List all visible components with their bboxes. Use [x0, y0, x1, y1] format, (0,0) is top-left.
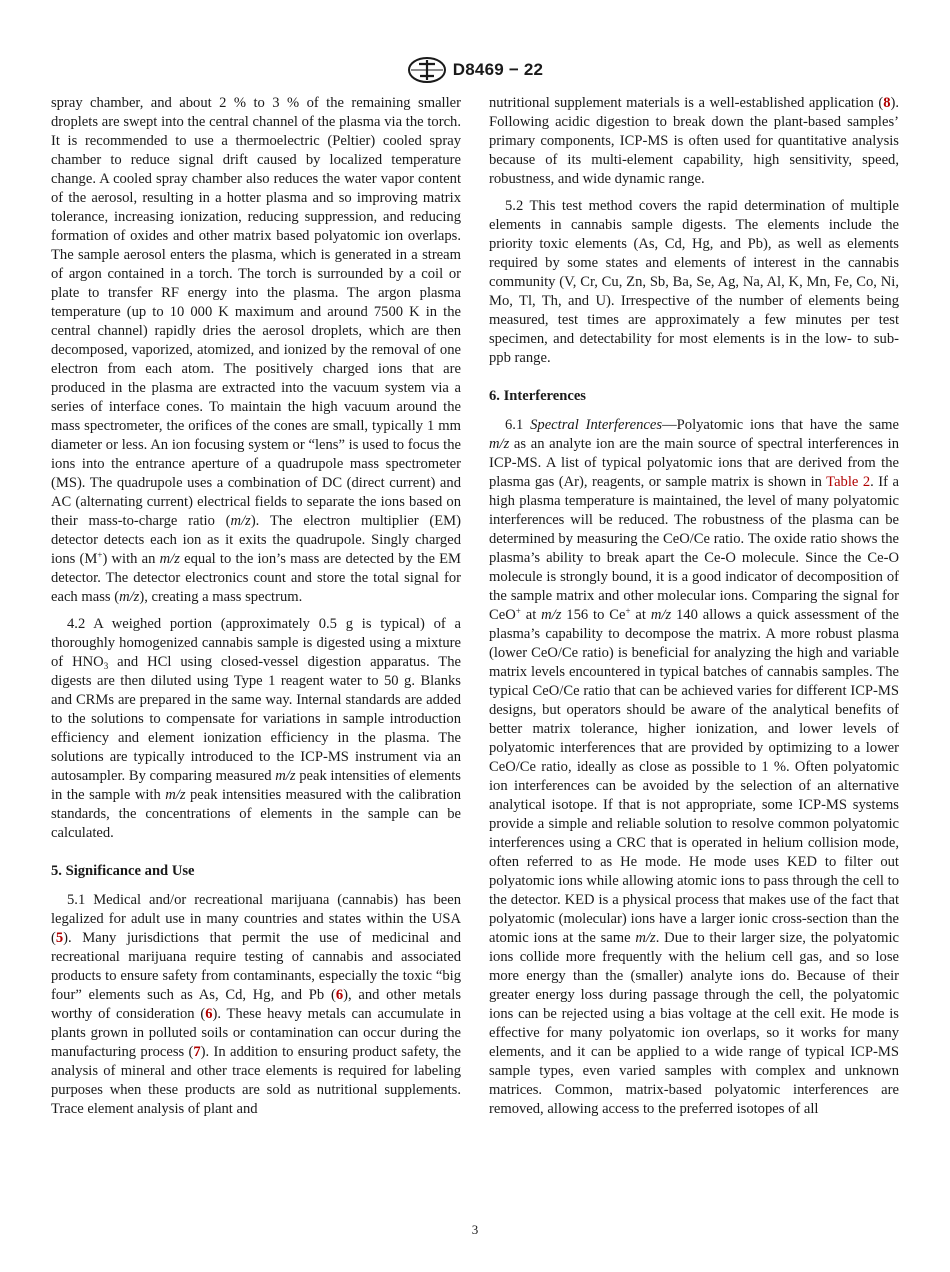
paragraph-4-2: 4.2 A weighed portion (approximately 0.5 g is typical) of a thoroughly homogenized cannabis sample is digested using a mixture of $HNO_3$ and HCl using closed-vessel digestion apparatus. The digests are then diluted using Type 1 reagent water to 50 g. Blanks and CRMs are prepared in the same way. Internal standards are added to the solutions to compensate for variations in sample introduction efficiency and element ionization efficiency in the plasma. The solutions are typically introduced to the ICP-MS instrument via an autosampler. By comparing measured m/z peak intensities of elements in the sample with m/z peak intensities measured with the calibration standards, the concentrations of elements in the sample can be calculated.: [51, 616, 461, 841]
right-column: [489, 94, 899, 1119]
section-heading-5: 5. Significance and Use: [51, 863, 195, 879]
paragraph-5-2: 5.2 This test method covers the rapid determination of multiple elements in cannabis sample digests. The elements include the priority toxic elements (As, Cd, Hg, and Pb), as well as elements required by some states and elements of interest in the cannabis community (V, Cr, Cu, Zn, Sb, Ba, Se, Ag, Na, Al, K, Mn, Fe, Co, Ni, Mo, Tl, Th, and U). Irrespective of the number of elements being measured, test times are approximately a few minutes per test specimen, and detectability for most elements is in the low- to sub-ppb range.: [489, 198, 899, 366]
page-number: 3: [471, 1222, 479, 1237]
reference-link-6b[interactable]: 6: [205, 1006, 213, 1022]
table-2-link[interactable]: Table 2: [826, 474, 871, 490]
paragraph-5-1-continued: nutritional supplement materials is a well-established application (8). Following acidic digestion to break down the plant-based samples’ primary components, ICP-MS is often used for quantitative analysis because of its multi-element capability, high sensitivity, speed, robustness, and wide dynamic range.: [489, 95, 899, 187]
reference-link-8[interactable]: 8: [883, 95, 891, 111]
astm-logo-icon: [407, 56, 447, 84]
paragraph-6-1: 6.1 Spectral Interferences—Polyatomic ions that have the same m/z as an analyte ion are the main source of spectral interferences in ICP-MS. A list of typical polyatomic ions that are derived from the plasma gas (Ar), reagents, or sample matrix is shown in Table 2. If a high plasma temperature is maintained, the level of many polyatomic interferences will be reduced. The robustness of the plasma can be determined by measuring the CeO/Ce ratio. The oxide ratio shows the plasma’s ability to break apart the Ce-O molecule. Since the Ce-O molecule is strongly bound, it is a good indicator of decomposition of the sample matrix and other molecular ions. Comparing the signal for CeO+ at m/z 156 to Ce+ at m/z 140 allows a quick assessment of the plasma’s capability to decompose the matrix. A more robust plasma (lower CeO/Ce ratio) is beneficial for analyzing the high and variable matrix levels encountered in typical batches of cannabis samples. The typical CeO/Ce ratio that can be achieved varies for different ICP-MS designs, but operators should be aware of the analytical benefits of better matrix tolerance, higher ionization, and lower levels of polyatomic interferences that are provided by optimizing to a lower CeO/Ce ratio, ideally as close as possible to 1 %. Often polyatomic ion interferences can be avoided by the selection of an alternative analytical isotope. If that is not appropriate, some ICP-MS systems provide a simple and reliable solution to resolve common polyatomic interferences using a CRC that is operated in helium collision mode, often referred to as He mode. He mode uses KED to filter out polyatomic ions while allowing atomic ions to pass through the cell to the detector. KED is a physical process that makes use of the fact that polyatomic (molecular) ions have a larger ionic cross-section than the atomic ions at the same m/z. Due to their larger size, the polyatomic ions collide more frequently with the helium cell gas, and so lose more energy than the (smaller) analyte ions do. Because of their greater energy loss during passage through the cell, the polyatomic ions can be rejected using a bias voltage at the cell exit. He mode is effective for many polyatomic ion overlaps, so it works for many elements, and it can be applied to a wide range of typical ICP-MS sample types, even varied samples with complex and unknown matrices. Common, matrix-based polyatomic interferences are removed, allowing access to the preferred isotopes of all: [489, 417, 900, 1117]
standard-designation: D8469 − 22: [452, 60, 544, 79]
page-header: [0, 56, 950, 84]
reference-link-7[interactable]: 7: [193, 1044, 201, 1060]
left-column: [51, 94, 461, 1119]
reference-link-6[interactable]: 6: [335, 987, 344, 1003]
section-heading-6: 6. Interferences: [489, 388, 586, 404]
paragraph-5-1: 5.1 Medical and/or recreational marijuana (cannabis) has been legalized for adult use in many countries and states within the USA (5). Many jurisdictions that permit the use of medicinal and recreational marijuana require testing of cannabis and associated products to ensure safety from contaminants, especially the toxic “big four” elements such as As, Cd, Hg, and Pb (6), and other metals worthy of consideration (6). These heavy metals can accumulate in plants grown in polluted soils or contamination can occur during the manufacturing process (7). In addition to ensuring product safety, the analysis of mineral and other trace elements is required for labeling purposes when these products are sold as nutritional supplements. Trace element analysis of plant and: [51, 892, 461, 1117]
reference-link-5[interactable]: 5: [55, 930, 64, 946]
paragraph-4-1-continued: spray chamber, and about 2 % to 3 % of the remaining smaller droplets are swept into the central channel of the plasma via the torch. It is recommended to use a thermoelectric (Peltier) cooled spray chamber to reduce signal drift caused by localized temperature change. A cooled spray chamber also reduces the water vapor content of the aerosol, resulting in a hotter plasma and so improving matrix tolerance, increasing ionization, reducing suppression, and reducing formation of oxides and other matrix based polyatomic ion overlaps. The sample aerosol enters the plasma, which is generated in a stream of argon contained in a torch. The torch is surrounded by a coil or plate to transfer RF energy into the plasma. The argon plasma temperature (up to 10 000 K maximum and around 7500 K in the central channel) rapidly dries the aerosol droplets, which are then decomposed, vaporized, atomized, and ionized by the removal of one electron from each atom. The positively charged ions that are produced in the plasma are extracted into the vacuum system via a series of interface cones. To maintain the high vacuum around the mass spectrometer, the orifices of the cones are small, typically 1 mm diameter or less. An ion focusing system or “lens” is used to focus the ions into the entrance aperture of a quadrupole mass spectrometer (MS). The quadrupole uses a combination of DC (direct current) and AC (alternating current) electrical fields to separate the ions based on their mass-to-charge ratio (m/z). The electron multiplier (EM) detector detects each ion as it exits the quadrupole. Singly charged ions (M+) with an m/z equal to the ion’s mass are detected by the EM detector. The detector electronics count and store the total signal for each mass (m/z), creating a mass spectrum.: [51, 95, 462, 605]
